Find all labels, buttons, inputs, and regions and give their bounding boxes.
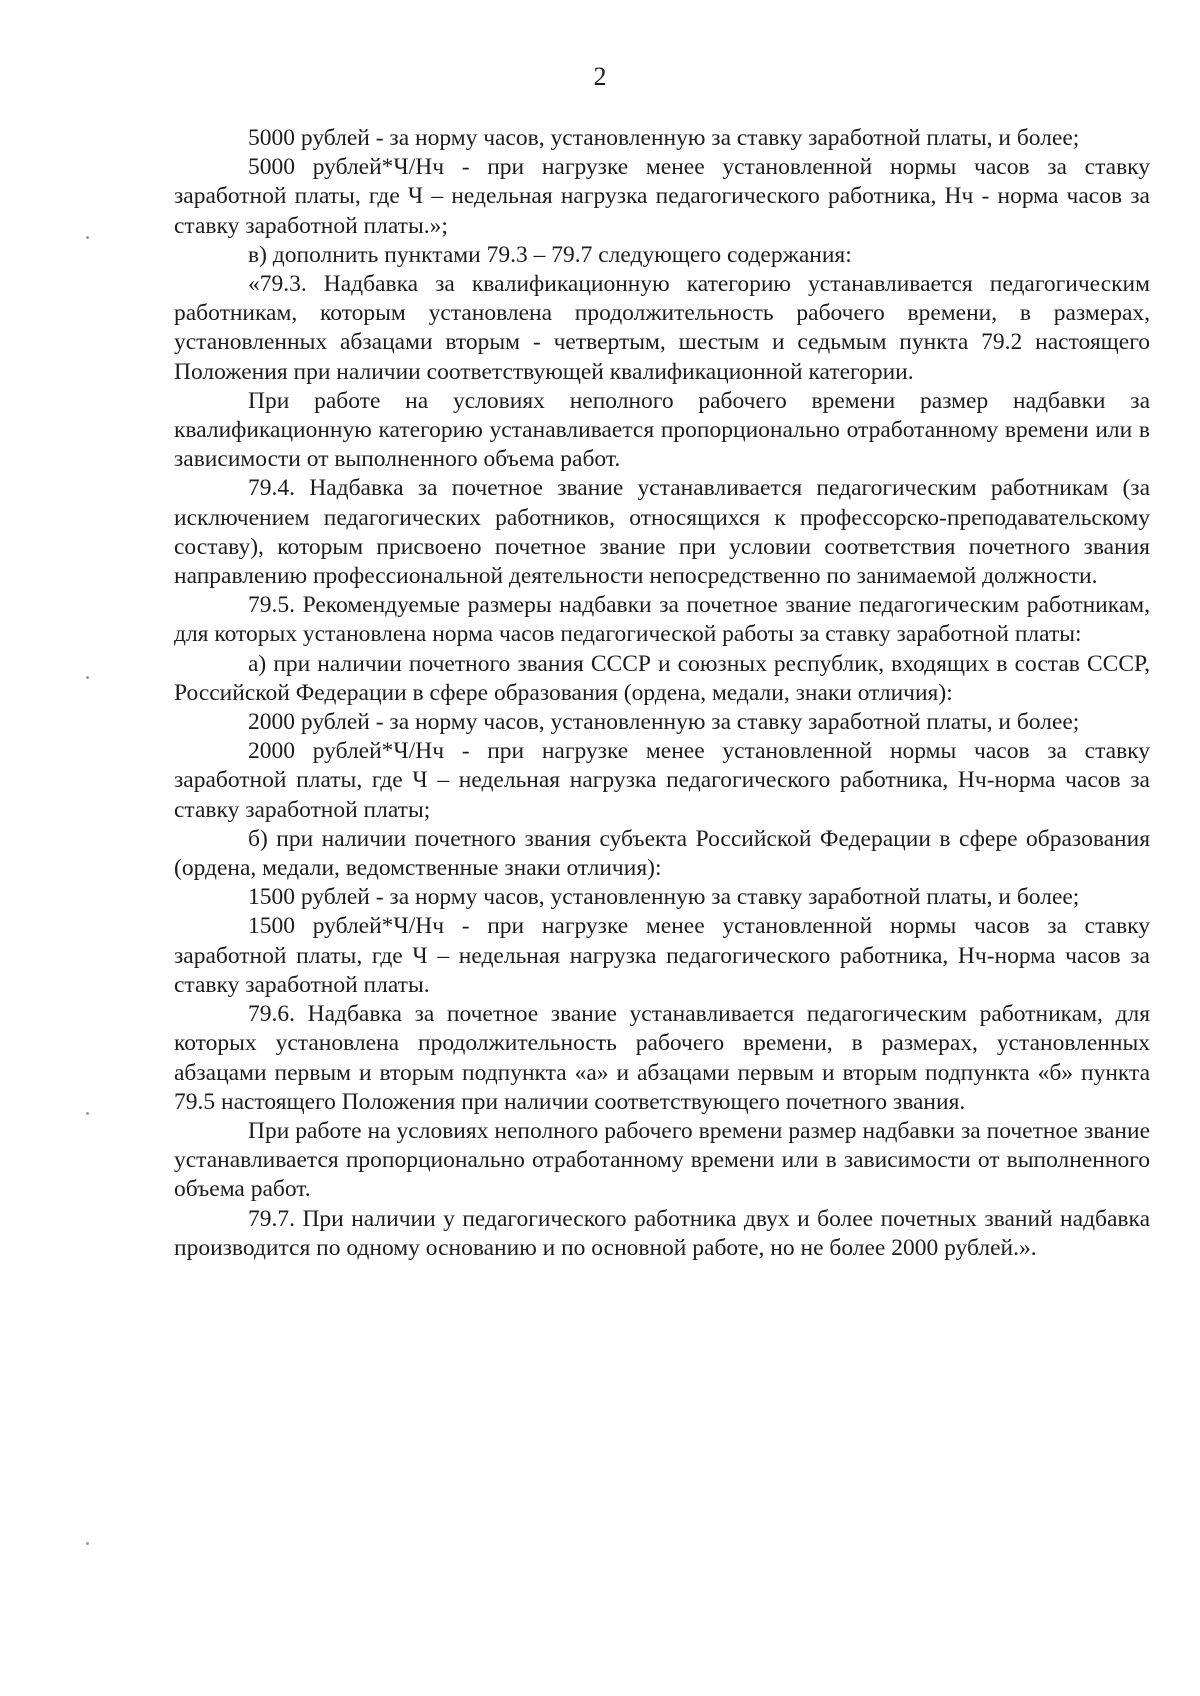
paragraph: 2000 рублей*Ч/Нч - при нагрузке менее установленной нормы часов за ставку заработной платы, где Ч – недельная нагрузка педагогического работника, Нч-норма часов за ставку заработной платы; [174, 738, 1150, 823]
document-body [174, 124, 1150, 1263]
paragraph: При работе на условиях неполного рабочего времени размер надбавки за почетное звание устанавливается пропорционально отработанному времени или в зависимости от выполненного объема работ. [174, 1117, 1150, 1203]
paragraph: б) при наличии почетного звания субъекта Российской Федерации в сфере образования (ордена, медали, ведомственные знаки отличия): [174, 825, 1150, 882]
margin-mark [86, 1542, 89, 1545]
page-number: 2 [593, 62, 607, 91]
margin-mark [86, 1112, 89, 1115]
paragraph: 79.4. Надбавка за почетное звание устанавливается педагогическим работникам (за исключением педагогических работников, относящихся к профессорско-преподавательскому составу), которым присвоено почетное звание при условии соответствия почетного звания направлению профессиональной деятельности непосредственно по занимаемой должности. [174, 475, 1150, 590]
paragraph: 79.7. При наличии у педагогического работника двух и более почетных званий надбавка производится по одному основанию и по основной работе, но не более 2000 рублей.». [174, 1205, 1150, 1261]
paragraph: «79.3. Надбавка за квалификационную категорию устанавливается педагогическим работникам, которым установлена продолжительность рабочего времени, в размерах, установленных абзацами вторым - четвертым, шестым и седьмым пункта 79.2 настоящего Положения при наличии соответствующей квалификационной категории. [174, 271, 1150, 385]
paragraph: 5000 рублей - за норму часов, установленную за ставку заработной платы, и более; [248, 125, 1080, 151]
margin-mark [86, 676, 89, 679]
paragraph: 1500 рублей*Ч/Нч - при нагрузке менее установленной нормы часов за ставку заработной платы, где Ч – недельная нагрузка педагогического работника, Нч-норма часов за ставку заработной платы. [174, 913, 1150, 998]
paragraph: 2000 рублей - за норму часов, установленную за ставку заработной платы, и более; [248, 709, 1080, 736]
paragraph: в) дополнить пунктами 79.3 – 79.7 следующего содержания: [248, 241, 852, 268]
paragraph: 79.5. Рекомендуемые размеры надбавки за почетное звание педагогическим работникам, для которых установлена норма часов педагогической работы за ставку заработной платы: [174, 592, 1150, 648]
paragraph: а) при наличии почетного звания СССР и союзных республик, входящих в состав СССР, Российской Федерации в сфере образования (ордена, медали, знаки отличия): [174, 650, 1150, 706]
paragraph: 1500 рублей - за норму часов, установленную за ставку заработной платы, и более; [248, 884, 1080, 911]
paragraph: При работе на условиях неполного рабочего времени размер надбавки за квалификационную категорию устанавливается пропорционально отработанному времени или в зависимости от выполненного объема работ. [174, 387, 1150, 473]
paragraph: 79.6. Надбавка за почетное звание устанавливается педагогическим работникам, для которых установлена продолжительность рабочего времени, в размерах, установленных абзацами первым и вторым подпункта «а» и абзацами первым и вторым подпункта «б» пункта 79.5 настоящего Положения при наличии соответствующего почетного звания. [174, 1001, 1150, 1115]
paragraph: 5000 рублей*Ч/Нч - при нагрузке менее установленной нормы часов за ставку заработной платы, где Ч – недельная нагрузка педагогического работника, Нч - норма часов за ставку заработной платы.»; [174, 154, 1150, 239]
margin-mark [86, 236, 89, 239]
